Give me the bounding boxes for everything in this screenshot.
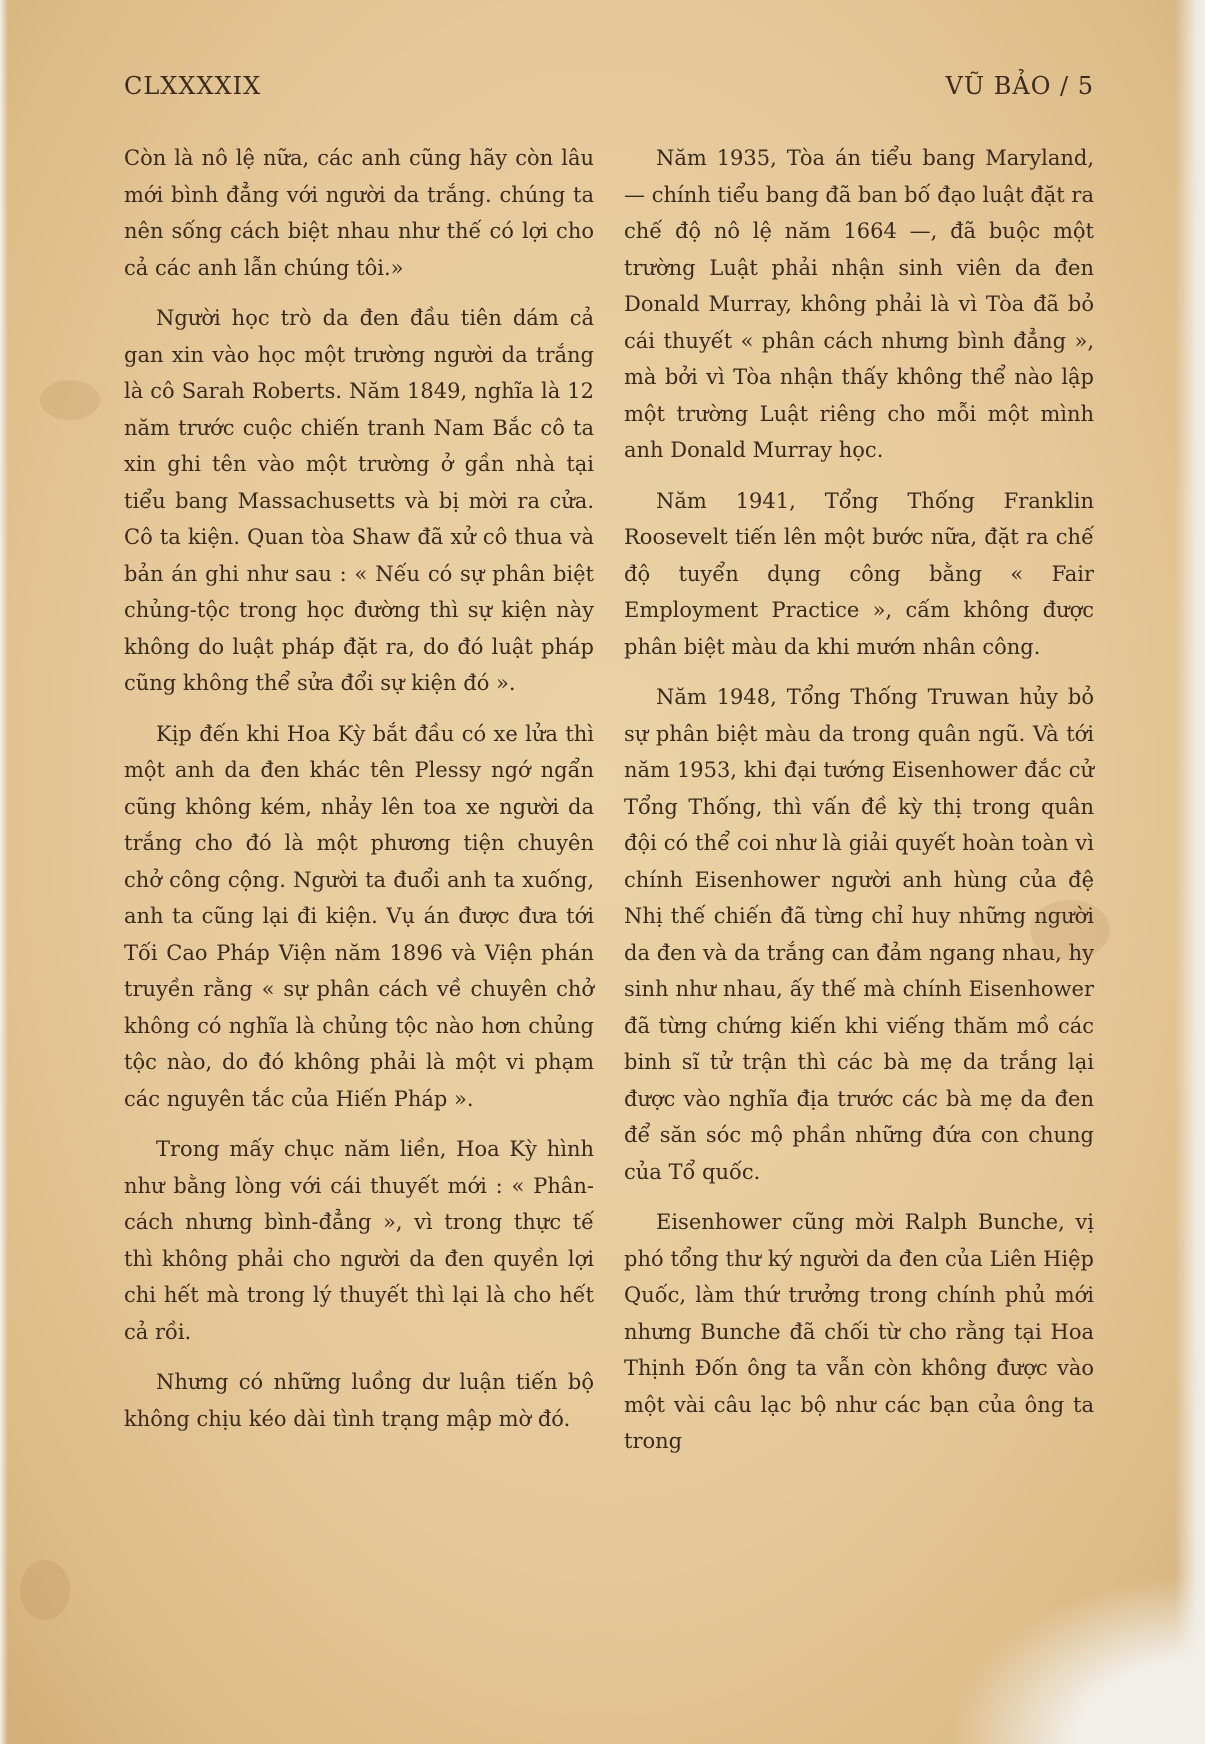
page-edge-left [0,0,8,1744]
paragraph: Eisenhower cũng mời Ralph Bunche, vị phó tổng thư ký người da đen của Liên Hiệp Quốc, làm thứ trưởng trong chính phủ mới nhưng Bunche đã chối từ cho rằng tại Hoa Thịnh Đốn ông ta vẫn còn không được vào một vài câu lạc bộ như các bạn của ông ta trong [624,1210,1094,1453]
running-head: VŨ BẢO / 5 [945,72,1094,100]
page-header [124,72,1094,112]
paragraph: Năm 1941, Tổng Thống Franklin Roosevelt tiến lên một bước nữa, đặt ra chế độ tuyển dụng công bằng « Fair Employment Practice », cấm không được phân biệt màu da khi mướn nhân công. [624,488,1094,659]
right-column [624,140,1094,1474]
paragraph: Năm 1948, Tổng Thống Truwan hủy bỏ sự phân biệt màu da trong quân ngũ. Và tới năm 1953, khi đại tướng Eisenhower đắc cử Tổng Thống, thì vấn đề kỳ thị trong quân đội có thể coi như là giải quyết hoàn toàn vì chính Eisenhower người anh hùng của đệ Nhị thế chiến đã từng chỉ huy những người da đen và da trắng can đảm ngang nhau, hy sinh như nhau, ấy thế mà chính Eisenhower đã từng chứng kiến khi viếng thăm mồ các binh sĩ tử trận thì các bà mẹ da trắng lại được vào nghĩa địa trước các bà mẹ da đen để săn sóc mộ phần những đứa con chung của Tổ quốc. [624,685,1094,1184]
page-corner-wear [945,1574,1205,1744]
paper-stain [20,1560,70,1620]
paragraph: Trong mấy chục năm liền, Hoa Kỳ hình như bằng lòng với cái thuyết mới : « Phân-cách nhưng bình-đẳng », vì trong thực tế thì không phải cho người da đen quyền lợi chi hết mà trong lý thuyết thì lại là cho hết cả rồi. [124,1137,594,1344]
paragraph: Năm 1935, Tòa án tiểu bang Maryland, — chính tiểu bang đã ban bố đạo luật đặt ra chế độ nô lệ năm 1664 —, đã buộc một trường Luật phải nhận sinh viên da đen Donald Murray, không phải là vì Tòa đã bỏ cái thuyết « phân cách nhưng bình đẳng », mà bởi vì Tòa nhận thấy không thể nào lập một trường Luật riêng cho mỗi một mình anh Donald Murray học. [624,146,1094,462]
page-number-roman: CLXXXXIX [124,72,262,100]
paragraph: Người học trò da đen đầu tiên dám cả gan xin vào học một trường người da trắng là cô Sarah Roberts. Năm 1849, nghĩa là 12 năm trước cuộc chiến tranh Nam Bắc cô ta xin ghi tên vào một trường ở gần nhà tại tiểu bang Massachusetts và bị mời ra cửa. Cô ta kiện. Quan tòa Shaw đã xử cô thua và bản án ghi như sau : « Nếu có sự phân biệt chủng-tộc trong học đường thì sự kiện này không do luật pháp đặt ra, do đó luật pháp cũng không thể sửa đổi sự kiện đó ». [124,306,594,695]
paper-stain [40,380,100,420]
paragraph: Kịp đến khi Hoa Kỳ bắt đầu có xe lửa thì một anh da đen khác tên Plessy ngớ ngẩn cũng không kém, nhảy lên toa xe người da trắng cho đó là một phương tiện chuyên chở công cộng. Người ta đuổi anh ta xuống, anh ta cũng lại đi kiện. Vụ án được đưa tới Tối Cao Pháp Viện năm 1896 và Viện phán truyền rằng « sự phân cách về chuyên chở không có nghĩa là chủng tộc nào hơn chủng tộc nào, do đó không phải là một vi phạm các nguyên tắc của Hiến Pháp ». [124,721,594,1111]
paragraph: Còn là nô lệ nữa, các anh cũng hãy còn lâu mới bình đẳng với người da trắng. chúng ta nên sống cách biệt nhau như thế có lợi cho cả các anh lẫn chúng tôi.» [124,146,594,280]
page-edge-right [1175,0,1205,1744]
paragraph: Nhưng có những luồng dư luận tiến bộ không chịu kéo dài tình trạng mập mờ đó. [124,1370,594,1431]
left-column [124,140,594,1451]
